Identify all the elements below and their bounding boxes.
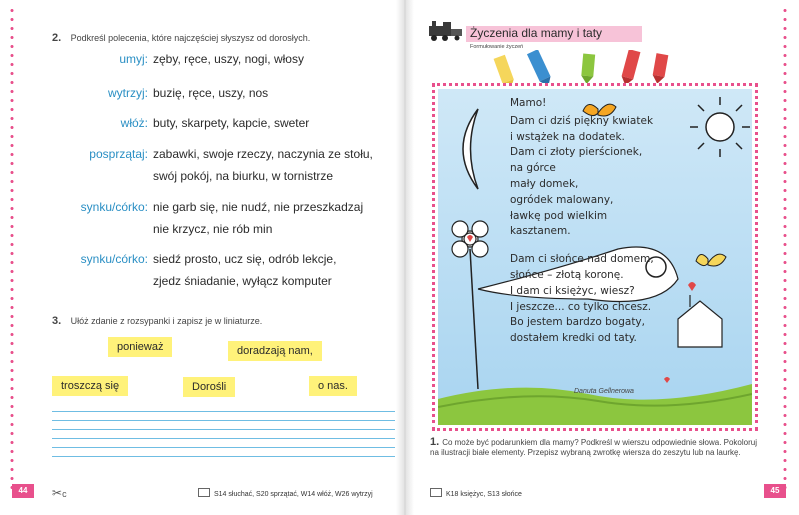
task-3-header xyxy=(52,311,262,329)
train-icon xyxy=(426,20,464,42)
task-number: 3. xyxy=(52,315,62,327)
poem-illustration xyxy=(438,89,752,425)
stanza-gap xyxy=(510,240,654,252)
command-items: zabawki, swoje rzeczy, naczynia ze stołu, xyxy=(153,147,373,161)
task-text: Co może być podarunkiem dla mamy? Podkreśl w wierszu odpowiednie słowa. Pokoloruj na ilustracji białe elementy. Przepisz wybraną zwrotkę wiersza do zeszytu lub na laurkę. xyxy=(430,438,757,457)
word-chip[interactable]: troszczą się xyxy=(52,376,128,396)
task-number: 2. xyxy=(52,32,62,44)
command-verb: wytrzyj: xyxy=(108,86,148,100)
poem-line: Dam ci złoty pierścionek, xyxy=(510,146,643,159)
page-number-badge: 44 xyxy=(12,484,34,498)
poem-frame xyxy=(432,83,758,431)
word-chip[interactable]: ponieważ xyxy=(108,337,172,357)
scissors-glyph: ✂ xyxy=(52,486,63,500)
scissors-icon xyxy=(52,486,67,500)
poem-line: ogródek malowany, xyxy=(510,193,614,206)
footer-reference-text: K18 księżyc, S13 słońce xyxy=(446,491,522,498)
book-icon xyxy=(198,488,210,497)
command-items: nie krzycz, nie rób min xyxy=(153,222,273,236)
command-verb: posprzątaj: xyxy=(89,147,148,161)
command-items: buzię, ręce, uszy, nos xyxy=(153,86,269,100)
footer-reference xyxy=(198,488,373,498)
word-chip[interactable]: o nas. xyxy=(309,376,357,396)
command-items: zjedz śniadanie, wyłącz komputer xyxy=(153,274,332,288)
word-chip[interactable]: Dorośli xyxy=(183,377,235,397)
task-instruction: Ułóż zdanie z rozsypanki i zapisz je w liniaturze. xyxy=(70,316,263,326)
scissors-letter: c xyxy=(62,489,67,499)
writing-lines[interactable] xyxy=(52,411,395,465)
page-number-badge: 45 xyxy=(764,484,786,498)
command-items: siedź prosto, ucz się, odrób lekcje, xyxy=(153,252,337,266)
right-dotted-margin xyxy=(783,6,787,493)
poem-line: Bo jestem bardzo bogaty, xyxy=(510,316,645,329)
poem-line: na górce xyxy=(510,162,556,175)
command-verb: włóż: xyxy=(120,116,148,130)
poem-line: słońce – złotą koronę. xyxy=(510,268,624,281)
footer-reference xyxy=(430,488,522,498)
command-verb: synku/córko: xyxy=(80,252,148,266)
command-items: swój pokój, na biurku, w tornistrze xyxy=(153,169,334,183)
poem-line: I jeszcze... co tylko chcesz. xyxy=(510,300,652,313)
book-icon xyxy=(430,488,442,497)
book-gutter xyxy=(396,0,414,515)
left-dotted-margin xyxy=(10,6,14,493)
task-number: 1. xyxy=(430,436,440,448)
task-1 xyxy=(430,437,760,458)
left-page xyxy=(18,0,388,515)
poem xyxy=(510,96,654,347)
command-verb: synku/córko: xyxy=(80,200,148,214)
poem-line: Dam ci słońce nad domem, xyxy=(510,253,654,266)
poem-line: mały domek, xyxy=(510,177,579,190)
poem-line: ławkę pod wielkim xyxy=(510,209,608,222)
command-verb: umyj: xyxy=(119,52,148,66)
page-title: Życzenia dla mamy i taty xyxy=(470,26,603,40)
command-items: nie garb się, nie nudź, nie przeszkadzaj xyxy=(153,200,364,214)
page-subtitle: Formułowanie życzeń xyxy=(470,44,524,50)
poem-line: dostałem kredki od taty. xyxy=(510,332,637,345)
command-items: buty, skarpety, kapcie, sweter xyxy=(153,116,310,130)
word-chip[interactable]: doradzają nam, xyxy=(228,341,322,361)
task-instruction: Podkreśl polecenia, które najczęściej słyszysz od dorosłych. xyxy=(70,33,311,43)
command-items: zęby, ręce, uszy, nogi, włosy xyxy=(153,52,304,66)
poem-title: Mamo! xyxy=(510,97,547,109)
poem-line: I dam ci księżyc, wiesz? xyxy=(510,284,635,297)
poem-line: kasztanem. xyxy=(510,225,571,238)
poem-line: Dam ci dziś piękny kwiatek xyxy=(510,114,654,127)
poem-author: Danuta Gellnerowa xyxy=(574,388,634,395)
footer-reference-text: S14 słuchać, S20 sprzątać, W14 włóż, W26 wytrzyj xyxy=(214,491,373,498)
task-2-header xyxy=(52,28,310,46)
right-page xyxy=(420,0,780,515)
poem-line: i wstążek na dodatek. xyxy=(510,130,625,143)
